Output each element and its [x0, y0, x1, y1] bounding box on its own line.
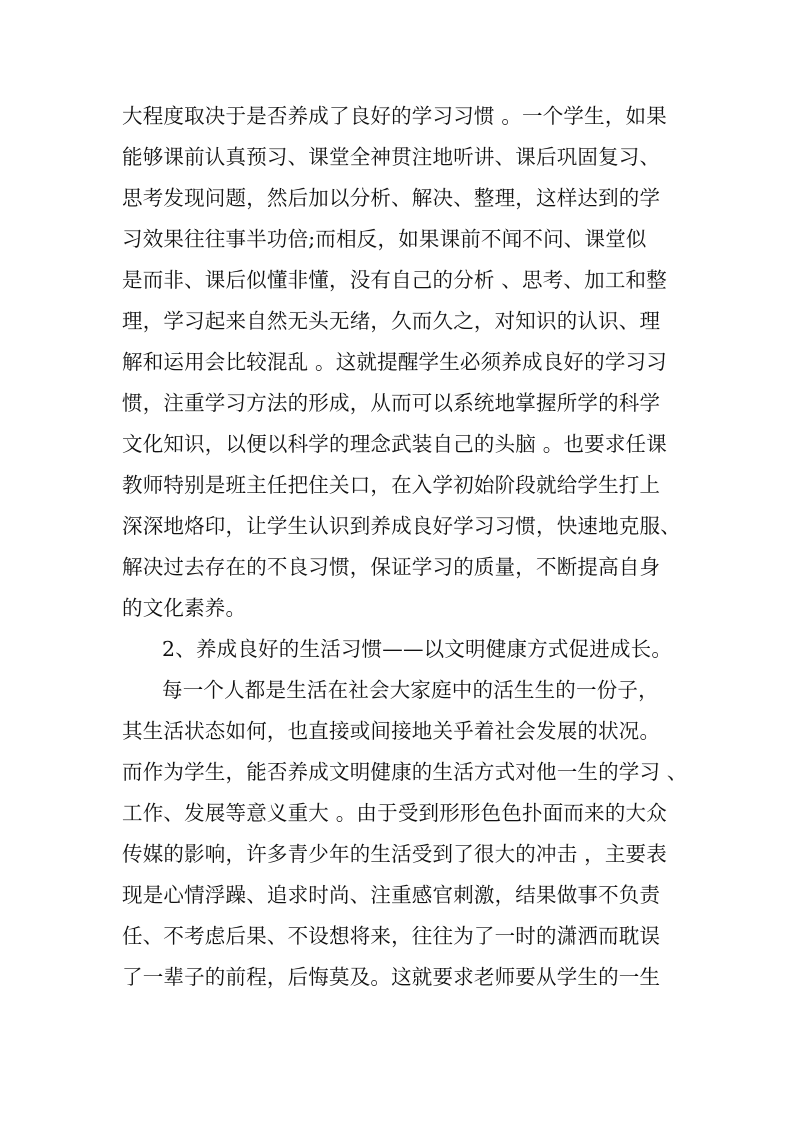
- text-line-13: 的文化素养。: [122, 596, 247, 620]
- text-line-18: 工作、发展等意义重大 。由于受到形形色色扑面而来的大众: [122, 801, 667, 825]
- paragraph-start-line: 每一个人都是生活在社会大家庭中的活生生的一份子，: [162, 678, 659, 702]
- text-line-1: 大程度取决于是否养成了良好的学习习惯 。一个学生，如果: [122, 104, 667, 128]
- section-heading: 2、养成良好的生活习惯——以文明健康方式促进成长。: [162, 637, 673, 661]
- text-line-16: 其生活状态如何，也直接或间接地关乎着社会发展的状况。: [122, 719, 661, 743]
- text-line-19: 传媒的影响，许多青少年的生活受到了很大的冲击 ，主要表: [122, 842, 667, 866]
- text-line-6: 理，学习起来自然无头无绪，久而久之，对知识的认识、理: [122, 309, 661, 333]
- text-line-7: 解和运用会比较混乱 。这就提醒学生必须养成良好的学习习: [122, 350, 667, 374]
- text-line-21: 任、不考虑后果、不设想将来，往往为了一时的潇洒而耽误: [122, 924, 661, 948]
- text-line-17: 而作为学生，能否养成文明健康的生活方式对他一生的学习 、: [122, 760, 688, 784]
- text-line-3: 思考发现问题，然后加以分析、解决、整理，这样达到的学: [122, 186, 661, 210]
- text-line-20: 现是心情浮躁、追求时尚、注重感官刺激，结果做事不负责: [122, 883, 661, 907]
- text-line-11: 深深地烙印，让学生认识到养成良好学习习惯，快速地克服、: [122, 514, 681, 538]
- text-line-12: 解决过去存在的不良习惯，保证学习的质量，不断提高自身: [122, 555, 661, 579]
- text-line-5: 是而非、课后似懂非懂，没有自己的分析 、思考、加工和整: [122, 268, 667, 292]
- text-line-2: 能够课前认真预习、课堂全神贯注地听讲、课后巩固复习、: [122, 145, 661, 169]
- text-line-10: 教师特别是班主任把住关口，在入学初始阶段就给学生打上: [122, 473, 661, 497]
- text-line-4: 习效果往往事半功倍;而相反，如果课前不闻不问、课堂似: [122, 227, 647, 251]
- text-line-22: 了一辈子的前程，后悔莫及。这就要求老师要从学生的一生: [122, 965, 661, 989]
- text-line-9: 文化知识，以便以科学的理念武装自己的头脑 。也要求任课: [122, 432, 667, 456]
- document-body: [122, 96, 688, 998]
- text-line-8: 惯，注重学习方法的形成，从而可以系统地掌握所学的科学: [122, 391, 661, 415]
